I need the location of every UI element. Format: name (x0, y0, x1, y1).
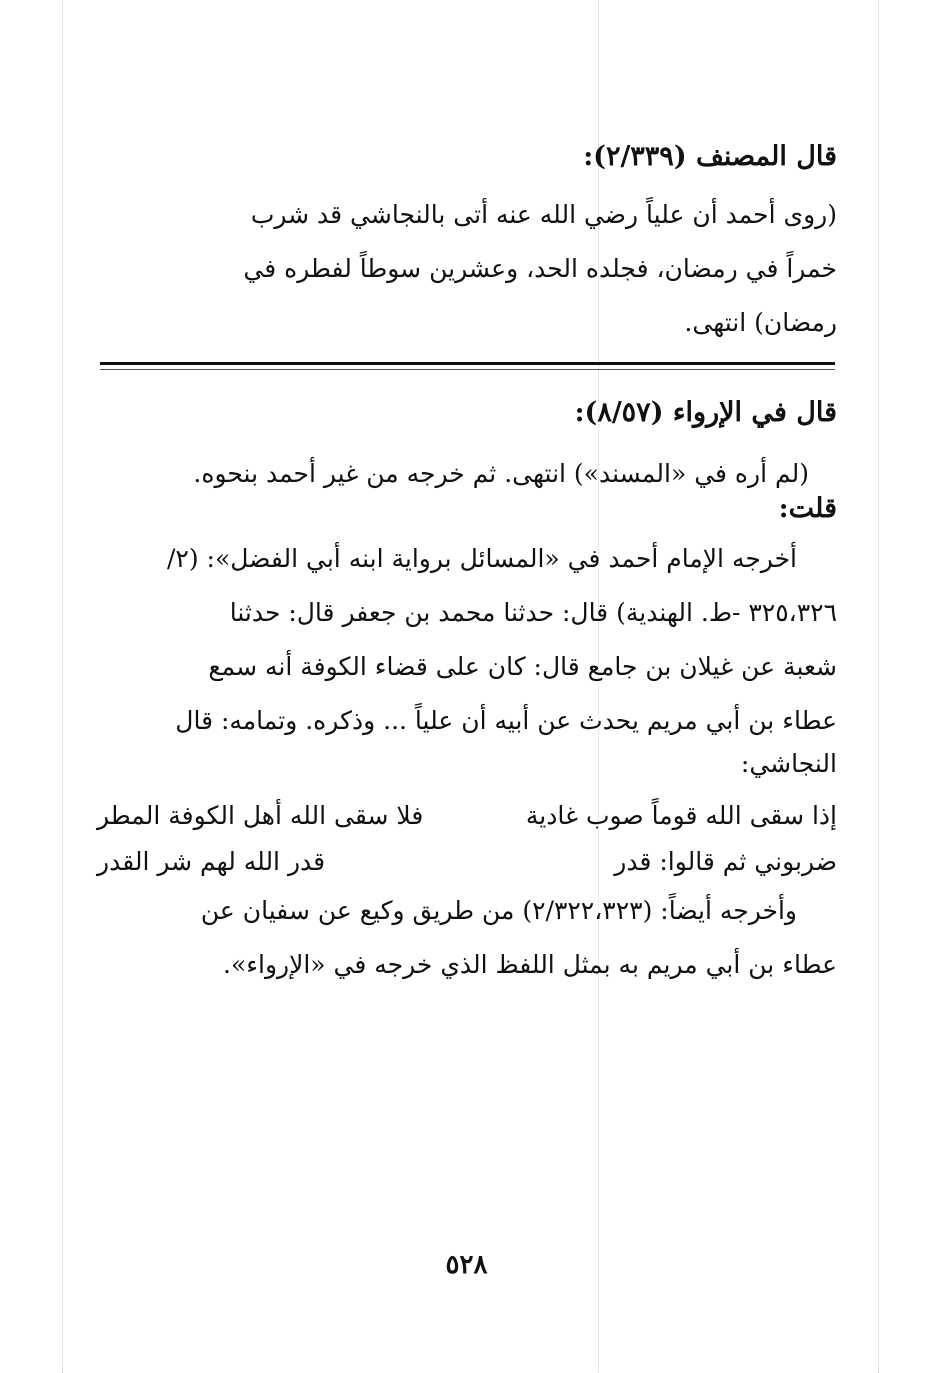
closing-paragraph (97, 884, 837, 992)
closing-line: عطاء بن أبي مريم به بمثل اللفظ الذي خرجه في «الإرواء». (223, 950, 837, 979)
body-line: شعبة عن غيلان بن جامع قال: كان على قضاء الكوفة أنه سمع (208, 652, 837, 681)
verse-hemistich: ضربوني ثم قالوا: قدر (614, 847, 837, 876)
section2-quote: (لم أره في «المسند») انتهى. ثم خرجه من غير أحمد بنحوه. (193, 459, 809, 488)
section1-quote (97, 188, 837, 350)
section2-heading: قال في الإرواء (٨/٥٧): (574, 397, 837, 428)
quote-line: (روى أحمد أن علياً رضي الله عنه أتى بالنجاشي قد شرب (250, 200, 837, 229)
verse-hemistich: فلا سقى الله أهل الكوفة المطر (97, 801, 424, 830)
verse-hemistich: قدر الله لهم شر القدر (97, 847, 326, 876)
page-number: ٥٢٨ (445, 1250, 488, 1280)
scan-guide-line (62, 0, 63, 1373)
section2-body (97, 532, 837, 748)
verse-row (97, 842, 837, 882)
section-divider (100, 362, 835, 370)
body-line: ٣٢٥،٣٢٦ -ط. الهندية) قال: حدثنا محمد بن جعفر قال: حدثنا (229, 598, 837, 627)
quote-line: رمضان) انتهى. (684, 308, 837, 337)
qult-label: قلت: (778, 493, 837, 524)
closing-line: وأخرجه أيضاً: (٢/٣٢٢،٣٢٣) من طريق وكيع عن سفيان عن (200, 896, 797, 925)
verse-row (97, 796, 837, 836)
body-line: عطاء بن أبي مريم يحدث عن أبيه أن علياً ... وذكره. وتمامه: قال (175, 706, 837, 735)
verse-hemistich: إذا سقى الله قوماً صوب غادية (525, 801, 837, 830)
section1-heading: قال المصنف (٢/٣٣٩): (583, 141, 837, 172)
quote-line: خمراً في رمضان، فجلده الحد، وعشرين سوطاً لفطره في (243, 254, 837, 283)
body-line: أخرجه الإمام أحمد في «المسائل برواية ابنه أبي الفضل»: (٢/ (166, 544, 797, 573)
scan-guide-line (878, 0, 879, 1373)
body-line: النجاشي: (740, 749, 837, 778)
